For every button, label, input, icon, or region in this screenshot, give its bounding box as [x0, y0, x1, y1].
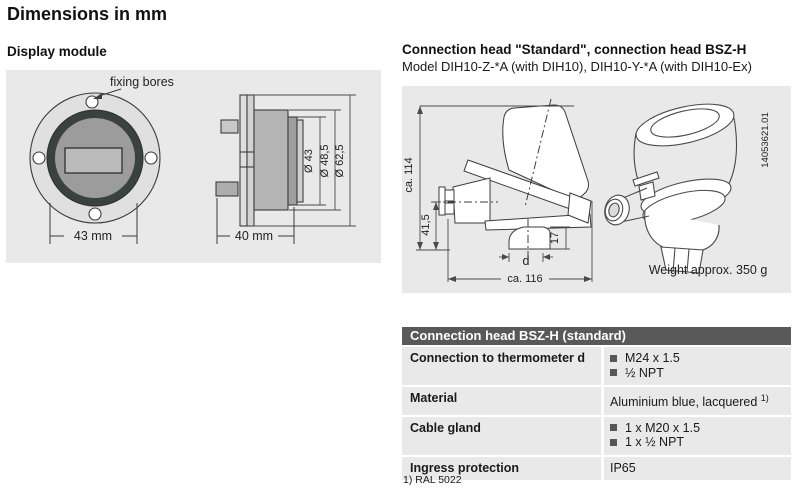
square-bullet-icon: [610, 439, 617, 446]
value-text: Aluminium blue, lacquered: [610, 395, 758, 410]
section-heading-connection-head: Connection head "Standard", connection head BSZ-H: [402, 42, 747, 57]
fixing-bore-right: [145, 152, 157, 164]
side-view-drawing: [216, 95, 303, 226]
square-bullet-icon: [610, 424, 617, 431]
dim-43mm-label: 43 mm: [73, 229, 113, 243]
spec-row-value: [604, 387, 791, 415]
page-title: Dimensions in mm: [7, 4, 168, 24]
list-item-text: ½ NPT: [625, 365, 664, 380]
mounting-tab-bottom: [216, 182, 238, 196]
spec-row-label: Material: [402, 387, 601, 415]
cable-gland-upper: [445, 190, 454, 201]
spec-row-label: Ingress protection: [402, 457, 601, 481]
mounting-tab-top: [221, 120, 238, 133]
spec-table-header: Connection head BSZ-H (standard): [402, 327, 791, 345]
square-bullet-icon: [610, 369, 617, 376]
spec-table-body: [402, 347, 791, 480]
weight-note: Weight approx. 350 g: [648, 263, 768, 277]
flange-plate-front: [240, 95, 247, 226]
dim-d43-label: Ø 43: [303, 149, 315, 173]
dim-d-label: d: [522, 254, 530, 268]
connection-head-drawing: [402, 86, 791, 293]
cable-gland-lower: [445, 203, 454, 214]
footnote: 1) RAL 5022: [403, 474, 462, 486]
list-item: [610, 421, 785, 436]
list-item-text: 1 x ½ NPT: [625, 435, 685, 450]
flange-plate-rear: [247, 95, 254, 226]
list-item: [610, 351, 785, 366]
dim-d625-label: Ø 62,5: [334, 144, 346, 178]
module-body: [254, 110, 288, 210]
front-view-drawing: [30, 89, 160, 223]
connection-head-figure: [402, 86, 791, 293]
fixing-bore-bottom: [89, 208, 101, 220]
display-window: [65, 148, 122, 173]
cable-gland-cap: [439, 187, 445, 215]
list-item-text: M24 x 1.5: [625, 351, 680, 365]
spec-table: [402, 327, 791, 480]
image-code: 14053621.01: [760, 112, 771, 168]
fixing-bore-left: [33, 152, 45, 164]
spec-row-label: Cable gland: [402, 417, 601, 455]
list-item: [610, 366, 785, 381]
spec-row-value: [604, 417, 791, 455]
dim-ca116-label: ca. 116: [507, 273, 543, 285]
spec-row-label: Connection to thermometer d: [402, 347, 601, 385]
dim-d485-label: Ø 48,5: [319, 144, 331, 178]
iso-body-right-edge: [724, 118, 737, 192]
spec-row-value: [604, 347, 791, 385]
model-subheading: Model DIH10-Z-*A (with DIH10), DIH10-Y-*A (with DIH10-Ex): [402, 59, 752, 74]
display-module-figure: [6, 70, 381, 263]
dim-40mm-label: 40 mm: [234, 229, 274, 243]
module-step: [288, 117, 297, 205]
head-outline-drawing: [432, 99, 591, 258]
thread-neck: [509, 227, 550, 249]
list-item-text: 1 x M20 x 1.5: [625, 420, 701, 435]
footnote-marker: 1): [760, 393, 769, 403]
display-module-drawing: [6, 70, 381, 263]
spec-row-value: [604, 457, 791, 481]
fixing-bores-label: fixing bores: [110, 75, 174, 89]
list-item: [610, 435, 785, 450]
dim-ca114-label: ca. 114: [403, 157, 415, 193]
value-text: IP65: [610, 460, 636, 475]
head-body: [453, 178, 490, 223]
section-heading-display-module: Display module: [7, 44, 107, 59]
dim-17-label: 17: [549, 231, 561, 245]
head-isometric-drawing: [601, 96, 737, 273]
dim-415-label: 41,5: [420, 214, 432, 236]
square-bullet-icon: [610, 355, 617, 362]
